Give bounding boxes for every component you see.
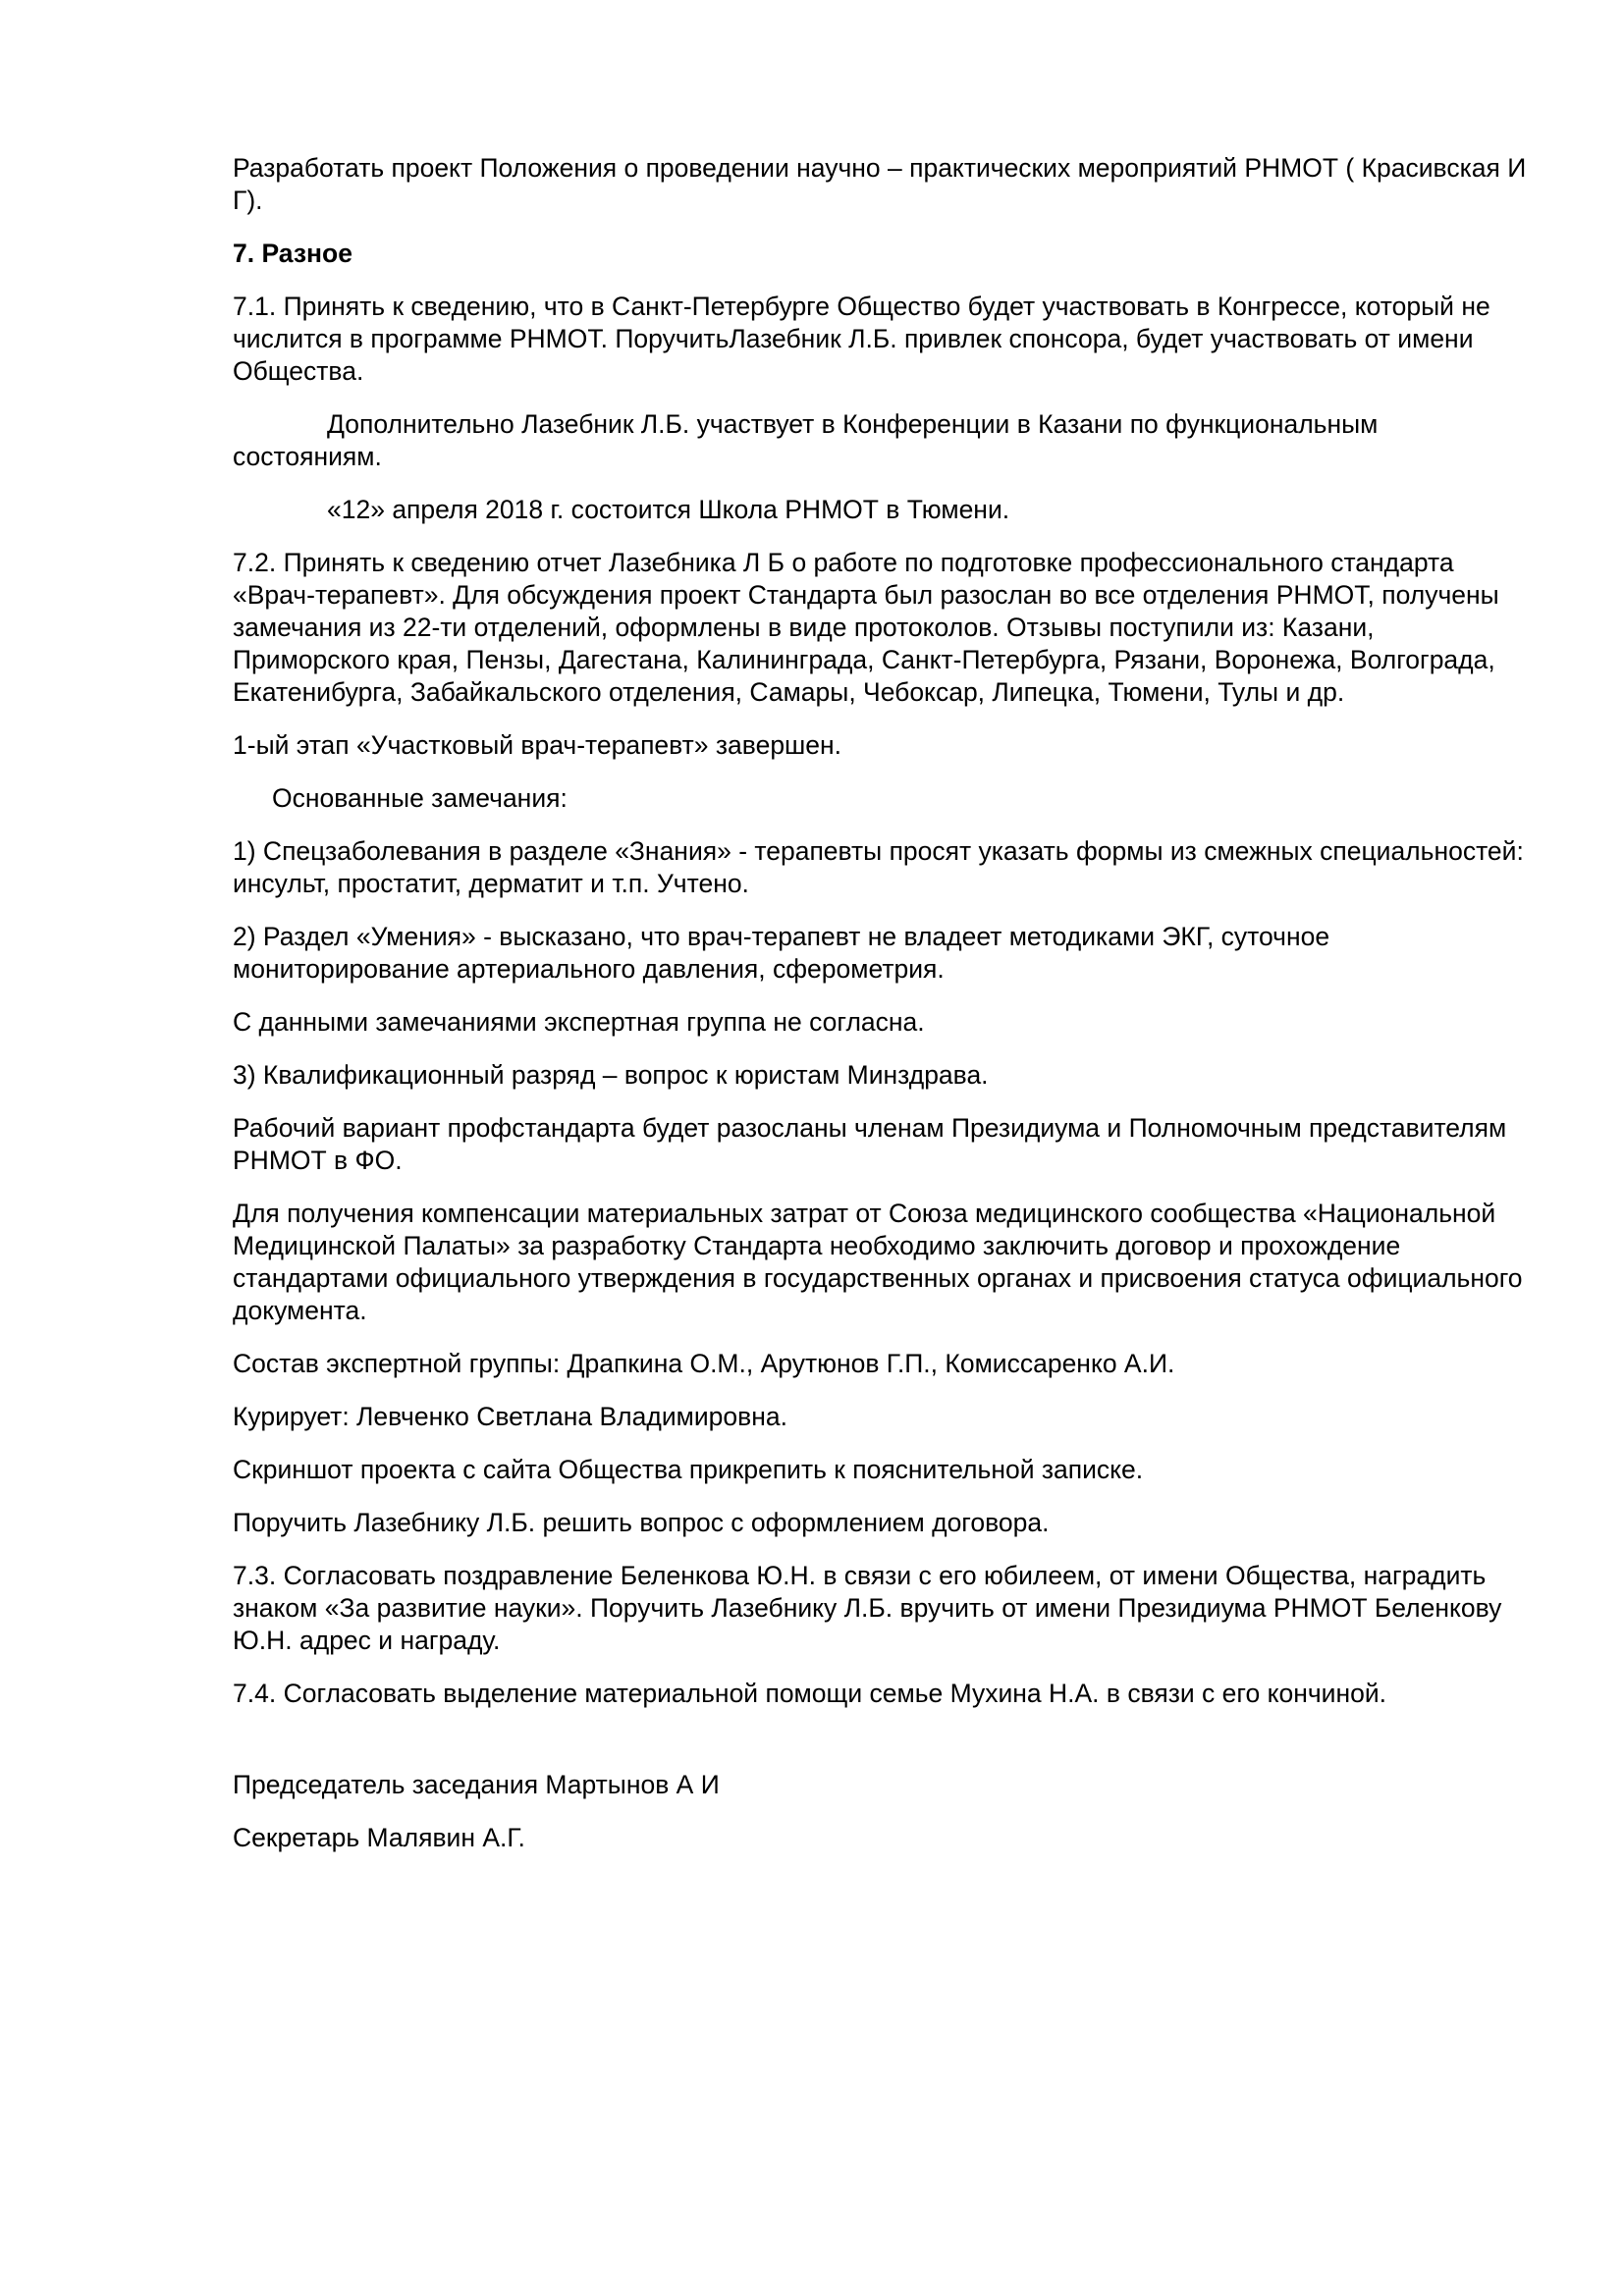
signature-chairman: Председатель заседания Мартынов А И — [233, 1770, 720, 1799]
intro-paragraph: Разработать проект Положения о проведении научно – практических мероприятий РНМОТ ( Красивская И Г). — [233, 153, 1527, 215]
signature-secretary: Секретарь Малявин А.Г. — [233, 1823, 525, 1852]
paragraph-remark-1: 1) Спецзаболевания в разделе «Знания» - терапевты просят указать формы из смежных специальностей: инсульт, простатит, дерматит и т.п. Учтено. — [233, 836, 1524, 898]
paragraph-screenshot: Скриншот проекта с сайта Общества прикрепить к пояснительной записке. — [233, 1455, 1144, 1484]
section-heading: 7. Разное — [233, 239, 352, 268]
paragraph-remark-3: 3) Квалификационный разряд – вопрос к юристам Минздрава. — [233, 1060, 989, 1090]
paragraph-7-1: 7.1. Принять к сведению, что в Санкт-Петербурге Общество будет участвовать в Конгрессе, который не числится в программе РНМОТ. ПоручитьЛазебник Л.Б. привлек спонсора, будет участвовать от имени Общества. — [233, 292, 1490, 386]
paragraph-7-3: 7.3. Согласовать поздравление Беленкова Ю.Н. в связи с его юбилеем, от имени Общества, наградить знаком «За развитие науки». Поручить Лазебнику Л.Б. вручить от имени Президиума РНМОТ Беленкову Ю.Н. адрес и награду. — [233, 1561, 1502, 1655]
paragraph-kazan-conference: Дополнительно Лазебник Л.Б. участвует в Конференции в Казани по функциональным состояниям. — [233, 409, 1379, 471]
paragraph-7-4: 7.4. Согласовать выделение материальной помощи семье Мухина Н.А. в связи с его кончиной. — [233, 1679, 1386, 1708]
paragraph-stage-one: 1-ый этап «Участковый врач-терапевт» завершен. — [233, 730, 842, 760]
paragraph-curator: Курирует: Левченко Светлана Владимировна. — [233, 1402, 787, 1431]
paragraph-expert-group: Состав экспертной группы: Драпкина О.М., Арутюнов Г.П., Комиссаренко А.И. — [233, 1349, 1175, 1378]
paragraph-remark-2: 2) Раздел «Умения» - высказано, что врач-терапевт не владеет методиками ЭКГ, суточное мониторирование артериального давления, сферометрия. — [233, 922, 1330, 984]
paragraph-contract: Поручить Лазебнику Л.Б. решить вопрос с оформлением договора. — [233, 1508, 1050, 1537]
document-body — [233, 152, 1529, 1875]
paragraph-disagree: С данными замечаниями экспертная группа не согласна. — [233, 1007, 925, 1037]
paragraph-main-remarks: Основанные замечания: — [272, 783, 568, 813]
paragraph-tyumen-school: «12» апреля 2018 г. состоится Школа РНМОТ в Тюмени. — [327, 495, 1010, 524]
paragraph-compensation: Для получения компенсации материальных затрат от Союза медицинского сообщества «Национальной Медицинской Палаты» за разработку Стандарта необходимо заключить договор и прохождение стандартами официального утверждения в государственных органах и присвоения статуса официального документа. — [233, 1199, 1523, 1325]
paragraph-working-draft: Рабочий вариант профстандарта будет разосланы членам Президиума и Полномочным представителям РНМОТ в ФО. — [233, 1113, 1507, 1175]
paragraph-7-2: 7.2. Принять к сведению отчет Лазебника Л Б о работе по подготовке профессионального стандарта «Врач-терапевт». Для обсуждения проект Стандарта был разослан во все отделения РНМОТ, получены замечания из 22-ти отделений, оформлены в виде протоколов. Отзывы поступили из: Казани, Приморского края, Пензы, Дагестана, Калининграда, Санкт-Петербурга, Рязани, Воронежа, Волгограда, Екатенибурга, Забайкальского отделения, Самары, Чебоксар, Липецка, Тюмени, Тулы и др. — [233, 548, 1499, 707]
